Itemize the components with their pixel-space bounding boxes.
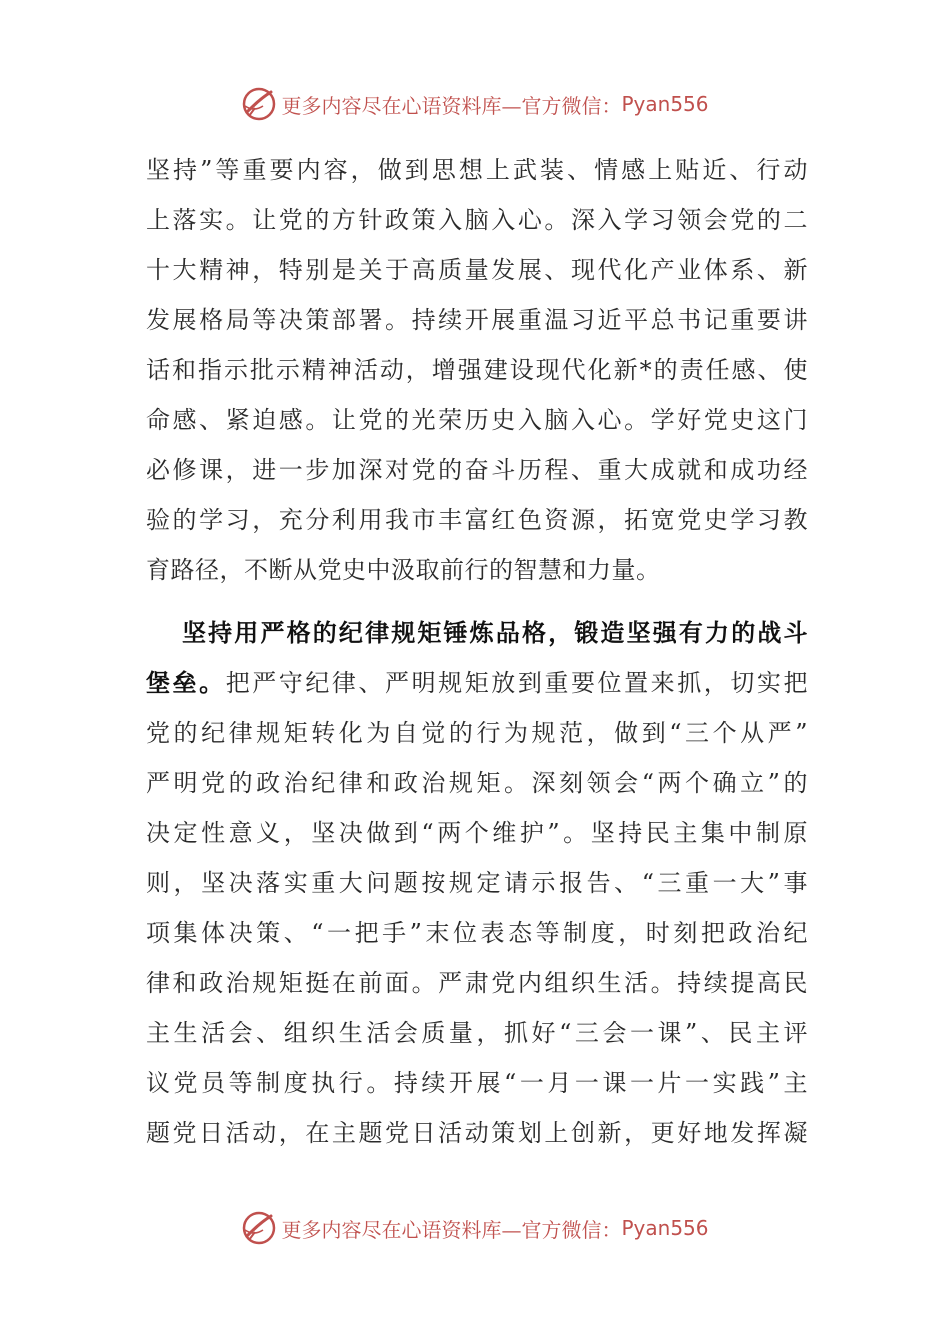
- text-line: 话和指示批示精神活动，增强建设现代化新*的责任感、使: [146, 356, 808, 384]
- text-line: 育路径，不断从党史中汲取前行的智慧和力量。: [146, 556, 661, 584]
- text-line: 题党日活动，在主题党日活动策划上创新，更好地发挥凝: [146, 1119, 808, 1147]
- text-line: 项集体决策、“一把手”末位表态等制度，时刻把政治纪: [146, 919, 808, 947]
- text-line: 律和政治规矩挺在前面。严肃党内组织生活。持续提高民: [146, 969, 808, 997]
- banner-wechat-id: Pyan556: [621, 92, 709, 116]
- footer-banner: [0, 1208, 950, 1248]
- document-body: [146, 145, 808, 1158]
- text-line-rest: 把严守纪律、严明规矩放到重要位置来抓，切实把: [225, 669, 808, 697]
- text-line: 议党员等制度执行。持续开展“一月一课一片一实践”主: [146, 1069, 808, 1097]
- banner-text: 更多内容尽在心语资料库—官方微信：: [281, 1217, 622, 1242]
- text-line: 上落实。让党的方针政策入脑入心。深入学习领会党的二: [146, 206, 808, 234]
- text-line: 主生活会、组织生活会质量，抓好“三会一课”、民主评: [146, 1019, 808, 1047]
- paragraph-heading: 坚持用严格的纪律规矩锤炼品格，锻造坚强有力的战斗: [182, 618, 808, 647]
- paragraph-2: [146, 608, 808, 1158]
- text-line: [146, 658, 808, 708]
- text-line: 决定性意义，坚决做到“两个维护”。坚持民主集中制原: [146, 819, 808, 847]
- banner-wechat-id: Pyan556: [621, 1216, 709, 1240]
- text-line: 十大精神，特别是关于高质量发展、现代化产业体系、新: [146, 256, 808, 284]
- text-line: 坚持”等重要内容，做到思想上武装、情感上贴近、行动: [146, 156, 808, 184]
- text-line: 发展格局等决策部署。持续开展重温习近平总书记重要讲: [146, 306, 808, 334]
- text-line: 必修课，进一步加深对党的奋斗历程、重大成就和成功经: [146, 456, 808, 484]
- pen-logo-icon: [241, 1210, 277, 1246]
- text-line: 则，坚决落实重大问题按规定请示报告、“三重一大”事: [146, 869, 808, 897]
- text-line: 党的纪律规矩转化为自觉的行为规范，做到“三个从严”: [146, 719, 808, 747]
- text-line: 严明党的政治纪律和政治规矩。深刻领会“两个确立”的: [146, 769, 808, 797]
- paragraph-heading-end: 堡垒。: [146, 668, 226, 697]
- text-line: 验的学习，充分利用我市丰富红色资源，拓宽党史学习教: [146, 506, 808, 534]
- banner-text: 更多内容尽在心语资料库—官方微信：: [281, 93, 622, 118]
- paragraph-1: [146, 145, 808, 595]
- header-banner: [0, 84, 950, 124]
- text-line: 命感、紧迫感。让党的光荣历史入脑入心。学好党史这门: [146, 406, 808, 434]
- pen-logo-icon: [241, 86, 277, 122]
